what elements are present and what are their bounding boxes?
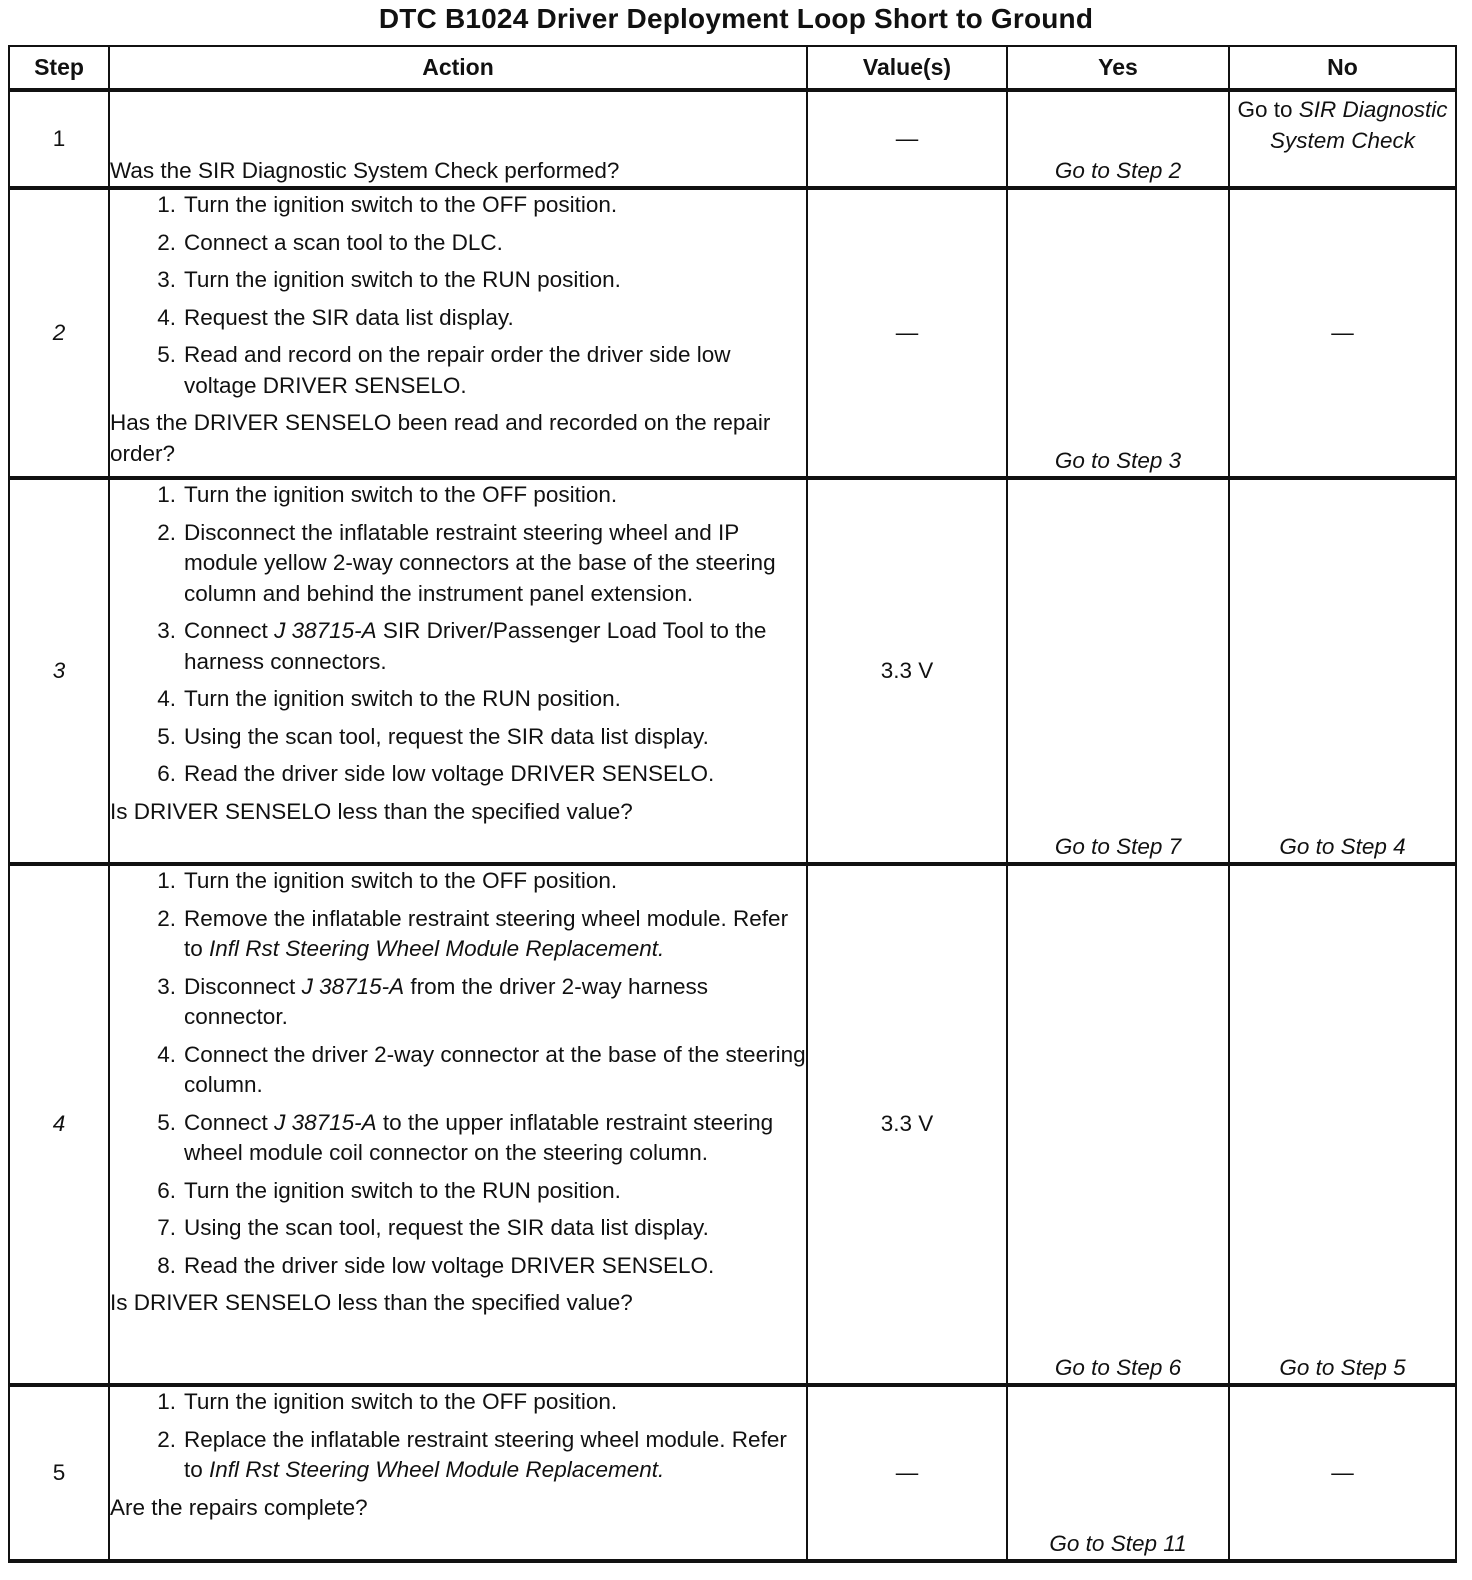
diagnostic-table — [8, 45, 1457, 1563]
value-cell: — — [807, 1385, 1007, 1561]
action-step: 6. Turn the ignition switch to the RUN position. — [157, 1177, 621, 1203]
action-step: 5. Using the scan tool, request the SIR data list display. — [157, 723, 709, 749]
step-number: 1 — [9, 90, 109, 188]
header-row — [9, 46, 1456, 90]
step-number: 2 — [9, 188, 109, 478]
no-cell: Go to Step 5 — [1229, 864, 1456, 1385]
action-step: 2. Connect a scan tool to the DLC. — [157, 229, 503, 255]
action-cell — [109, 188, 807, 478]
step-number: 4 — [9, 864, 109, 1385]
value-cell: 3.3 V — [807, 864, 1007, 1385]
action-step: 2. Disconnect the inflatable restraint steering wheel and IP module yellow 2-way connectors at the base of the steering column and behind the instrument panel extension. — [157, 519, 776, 606]
no-prefix: Go to — [1237, 97, 1299, 122]
action-step: 1. Turn the ignition switch to the OFF position. — [157, 868, 618, 893]
action-step: 6. Read the driver side low voltage DRIVER SENSELO. — [157, 761, 715, 786]
action-step: 2. Replace the inflatable restraint steering wheel module. Refer to Infl Rst Steering Wheel Module Replacement. — [157, 1426, 787, 1482]
action-step: 5. Read and record on the repair order the driver side low voltage DRIVER SENSELO. — [157, 342, 731, 398]
value-cell: — — [807, 90, 1007, 188]
no-link-text: SIR Diagnostic System Check — [1269, 97, 1448, 153]
no-cell: — — [1229, 188, 1456, 478]
action-cell — [109, 1385, 807, 1561]
step-question: Has the DRIVER SENSELO been read and recorded on the repair order? — [110, 410, 771, 466]
action-step: 2. Remove the inflatable restraint steering wheel module. Refer to Infl Rst Steering Wheel Module Replacement. — [157, 905, 789, 961]
action-cell — [109, 864, 807, 1385]
table-row — [9, 188, 1456, 478]
page-title: DTC B1024 Driver Deployment Loop Short to Ground — [378, 3, 1094, 34]
action-step: 1. Turn the ignition switch to the OFF position. — [157, 1389, 618, 1414]
step-number: 3 — [9, 478, 109, 864]
action-step: 1. Turn the ignition switch to the OFF position. — [157, 482, 618, 507]
action-step: 3. Disconnect J 38715-A from the driver 2-way harness connector. — [157, 973, 709, 1029]
action-step-list — [110, 190, 806, 401]
value-cell: 3.3 V — [807, 478, 1007, 864]
action-step: 4. Connect the driver 2-way connector at the base of the steering column. — [157, 1041, 806, 1097]
action-step: 3. Turn the ignition switch to the RUN position. — [157, 267, 621, 292]
action-step: 4. Request the SIR data list display. — [157, 304, 514, 330]
action-step: 5. Connect J 38715-A to the upper inflatable restraint steering wheel module coil connector on the steering column. — [157, 1109, 774, 1165]
value-cell: — — [807, 188, 1007, 478]
header-no: No — [1229, 46, 1456, 90]
header-yes: Yes — [1007, 46, 1229, 90]
no-cell: — — [1229, 1385, 1456, 1561]
action-cell — [109, 478, 807, 864]
action-step-list — [110, 1387, 806, 1486]
header-step: Step — [9, 46, 109, 90]
action-step-list — [110, 866, 806, 1281]
action-step: 4. Turn the ignition switch to the RUN position. — [157, 686, 621, 711]
table-row — [9, 90, 1456, 188]
step-question: Is DRIVER SENSELO less than the specified value? — [110, 1290, 633, 1315]
action-step: 8. Read the driver side low voltage DRIVER SENSELO. — [157, 1252, 715, 1278]
yes-cell: Go to Step 6 — [1007, 864, 1229, 1385]
header-action: Action — [109, 46, 807, 90]
yes-cell: Go to Step 11 — [1007, 1385, 1229, 1561]
no-cell: Go to Step 4 — [1229, 478, 1456, 864]
action-step: 3. Connect J 38715-A SIR Driver/Passenger Load Tool to the harness connectors. — [157, 618, 767, 674]
yes-cell: Go to Step 3 — [1007, 188, 1229, 478]
yes-cell: Go to Step 7 — [1007, 478, 1229, 864]
action-step: 7. Using the scan tool, request the SIR data list display. — [157, 1215, 709, 1240]
action-step-list — [110, 480, 806, 790]
table-row — [9, 478, 1456, 864]
yes-cell: Go to Step 2 — [1007, 90, 1229, 188]
step-question: Are the repairs complete? — [110, 1494, 368, 1520]
step-number: 5 — [9, 1385, 109, 1561]
table-row — [9, 1385, 1456, 1561]
no-cell — [1229, 90, 1456, 188]
header-value: Value(s) — [807, 46, 1007, 90]
action-cell — [109, 90, 807, 188]
step-question: Is DRIVER SENSELO less than the specified value? — [110, 798, 633, 824]
step-question: Was the SIR Diagnostic System Check performed? — [110, 157, 620, 183]
table-row — [9, 864, 1456, 1385]
action-step: 1. Turn the ignition switch to the OFF position. — [157, 192, 618, 217]
